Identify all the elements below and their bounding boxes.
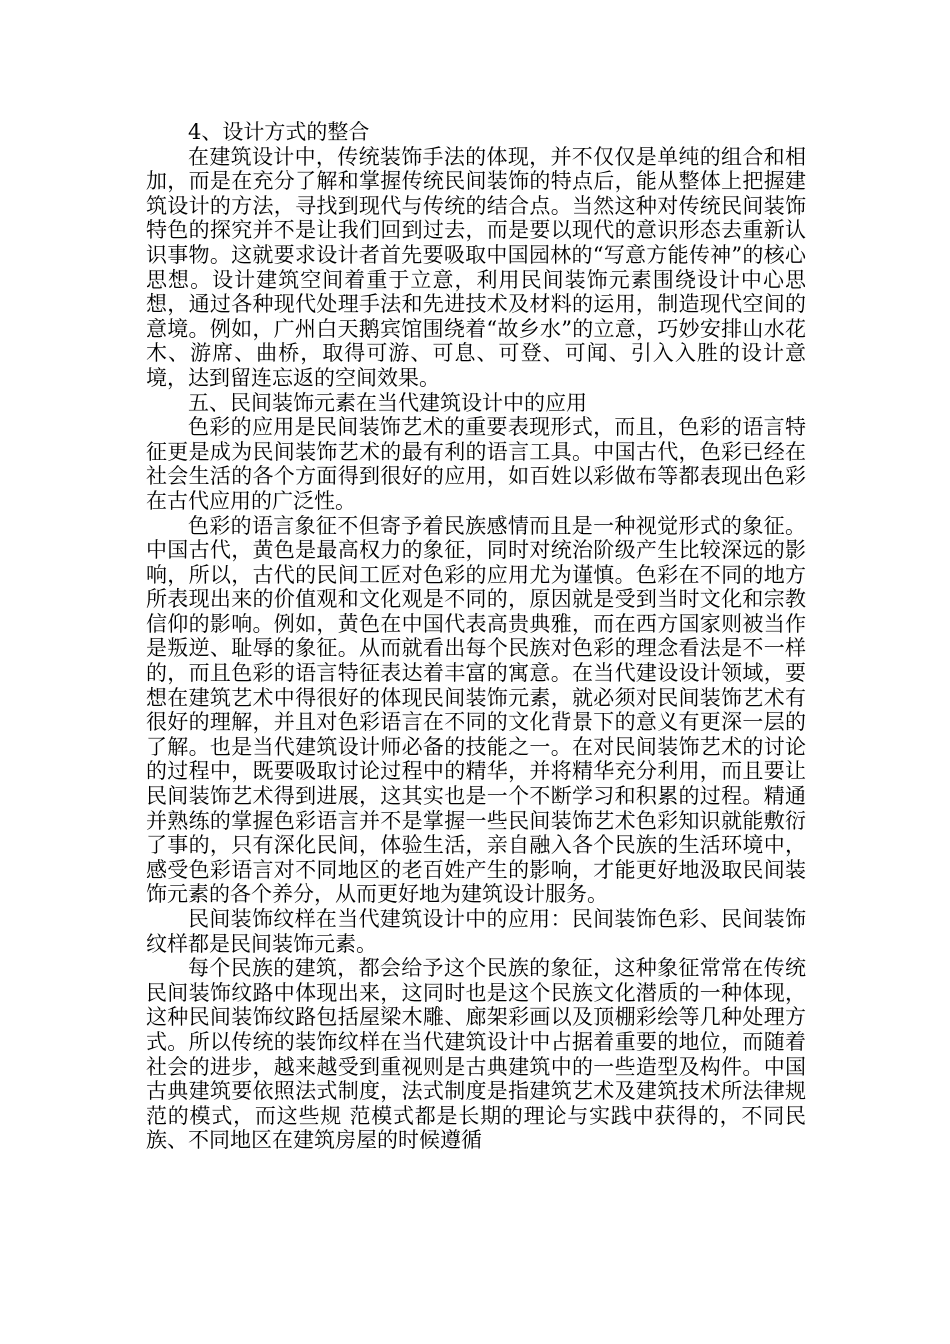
paragraph-color-application: 色彩的应用是民间装饰艺术的重要表现形式，而且，色彩的语言特征更是成为民间装饰艺术的最有利的语言工具。中国古代，色彩已经在社会生活的各个方面得到很好的应用，如百姓以彩做布等都表现出色彩在古代应用的广泛性。 [146, 415, 806, 513]
section-heading-4: 4、设计方式的整合 [188, 120, 370, 144]
section-heading-5: 五、民间装饰元素在当代建筑设计中的应用 [188, 390, 587, 415]
paragraph-pattern-application: 民间装饰纹样在当代建筑设计中的应用：民间装饰色彩、民间装饰纹样都是民间装饰元素。 [146, 907, 806, 956]
paragraph-ethnic-architecture: 每个民族的建筑，都会给予这个民族的象征，这种象征常常在传统民间装饰纹路中体现出来，这同时也是这个民族文化潜质的一种体现，这种民间装饰纹路包括屋梁木雕、廊架彩画以及顶棚彩绘等几种处理方式。所以传统的装饰纹样在当代建筑设计中占据着重要的地位，而随着社会的进步，越来越受到重视则是古典建筑中的一些造型及构件。中国古典建筑要依照法式制度，法式制度是指建筑艺术及建筑技术所法律规范的模式，而这些规 范模式都是长期的理论与实践中获得的，不同民族、不同地区在建筑房屋的时候遵循 [146, 956, 806, 1153]
document-page [146, 120, 806, 1153]
paragraph-design-integration: 在建筑设计中，传统装饰手法的体现，并不仅仅是单纯的组合和相加，而是在充分了解和掌握传统民间装饰的特点后，能从整体上把握建筑设计的方法，寻找到现代与传统的结合点。当然这种对传统民间装饰特色的探究并不是让我们回到过去，而是要以现代的意识形态去重新认识事物。这就要求设计者首先要吸取中国园林的“写意方能传神”的核心思想。设计建筑空间着重于立意，利用民间装饰元素围绕设计中心思想，通过各种现代处理手法和先进技术及材料的运用，制造现代空间的意境。例如，广州白天鹅宾馆围绕着“故乡水”的立意，巧妙安排山水花木、游席、曲桥，取得可游、可息、可登、可闻、引入入胜的设计意境，达到留连忘返的空间效果。 [146, 144, 806, 390]
paragraph-color-symbolism: 色彩的语言象征不但寄予着民族感情而且是一种视觉形式的象征。中国古代，黄色是最高权力的象征，同时对统治阶级产生比较深远的影响，所以，古代的民间工匠对色彩的应用尤为谨慎。色彩在不同的地方所表现出来的价值观和文化观是不同的，原因就是受到当时文化和宗教信仰的影响。例如，黄色在中国代表高贵典雅，而在西方国家则被当作是叛逆、耻辱的象征。从而就看出每个民族对色彩的理念看法是不一样的，而且色彩的语言特征表达着丰富的寓意。在当代建设设计领域，要想在建筑艺术中得很好的体现民间装饰元素，就必须对民间装饰艺术有很好的理解，并且对色彩语言在不同的文化背景下的意义有更深一层的了解。也是当代建筑设计师必备的技能之一。在对民间装饰艺术的讨论的过程中，既要吸取讨论过程中的精华，并将精华充分利用，而且要让民间装饰艺术得到进展，这其实也是一个不断学习和积累的过程。精通并熟练的掌握色彩语言并不是掌握一些民间装饰艺术色彩知识就能敷衍了事的，只有深化民间，体验生活，亲自融入各个民族的生活环境中，感受色彩语言对不同地区的老百姓产生的影响，才能更好地汲取民间装饰元素的各个养分，从而更好地为建筑设计服务。 [146, 513, 806, 907]
